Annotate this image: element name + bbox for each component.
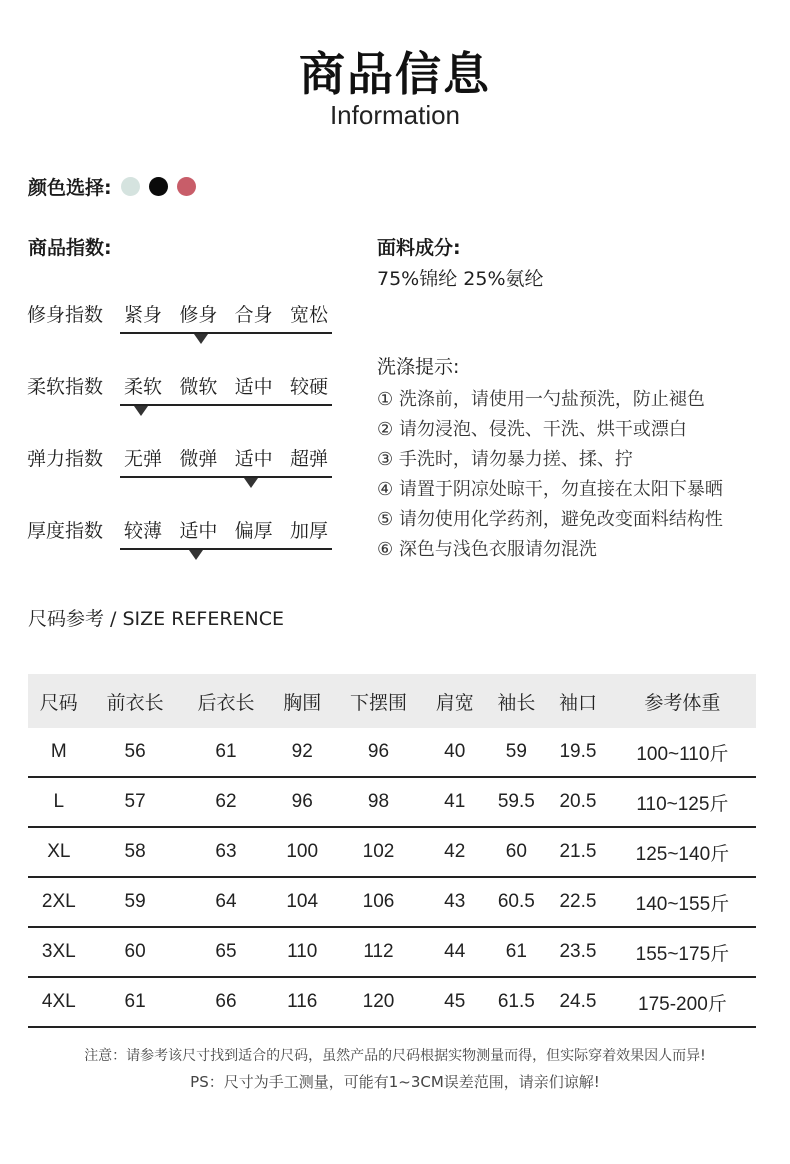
table-cell: 21.5 <box>547 827 609 877</box>
table-header: 前衣长 <box>90 674 181 728</box>
table-row <box>28 827 756 877</box>
color-selection <box>28 173 196 200</box>
table-cell: 41 <box>424 777 486 827</box>
table-cell: 19.5 <box>547 728 609 777</box>
index-marker <box>194 334 208 344</box>
index-option: 紧身 <box>124 304 163 326</box>
index-name: 厚度指数 <box>27 520 104 542</box>
index-name: 修身指数 <box>27 304 104 326</box>
index-option: 较薄 <box>124 520 163 542</box>
color-swatch-black[interactable] <box>149 177 168 196</box>
table-header: 下摆围 <box>333 674 424 728</box>
table-cell: 98 <box>333 777 424 827</box>
size-table <box>28 674 756 1028</box>
table-cell: 116 <box>271 977 333 1027</box>
table-cell: 102 <box>333 827 424 877</box>
table-cell: 24.5 <box>547 977 609 1027</box>
index-option: 适中 <box>234 376 273 398</box>
table-row <box>28 927 756 977</box>
index-row-fit <box>27 300 332 334</box>
index-scale <box>120 300 332 334</box>
table-cell: 62 <box>181 777 272 827</box>
table-row <box>28 877 756 927</box>
care-item: ② 请勿浸泡、侵洗、干洗、烘干或漂白 <box>377 419 687 440</box>
table-row <box>28 777 756 827</box>
table-cell: 59 <box>486 728 548 777</box>
table-cell: L <box>28 777 90 827</box>
index-option: 修身 <box>179 304 218 326</box>
index-marker <box>134 406 148 416</box>
table-cell: 60 <box>486 827 548 877</box>
table-cell: 61 <box>486 927 548 977</box>
table-cell: 43 <box>424 877 486 927</box>
index-option: 较硬 <box>289 376 328 398</box>
table-cell: 44 <box>424 927 486 977</box>
index-option: 适中 <box>179 520 218 542</box>
table-cell: 2XL <box>28 877 90 927</box>
table-cell: 61 <box>181 728 272 777</box>
table-header-row <box>28 674 756 728</box>
table-cell: 96 <box>271 777 333 827</box>
table-header: 尺码 <box>28 674 90 728</box>
table-cell: 175-200斤 <box>609 977 756 1027</box>
care-item: ③ 手洗时，请勿暴力搓、揉、拧 <box>377 449 633 470</box>
index-scale <box>120 444 332 478</box>
table-cell: 45 <box>424 977 486 1027</box>
care-list <box>377 385 723 565</box>
index-option: 无弹 <box>124 448 163 470</box>
fabric-value: 75%锦纶 25%氨纶 <box>377 268 544 290</box>
index-option: 柔软 <box>124 376 163 398</box>
note-line-2: PS：尺寸为手工测量，可能有1~3CM误差范围，请亲们谅解! <box>190 1073 600 1091</box>
note-line-1: 注意：请参考该尺寸找到适合的尺码，虽然产品的尺码根据实物测量而得，但实际穿着效果因人而异! <box>84 1048 706 1064</box>
index-option: 加厚 <box>289 520 328 542</box>
color-label: 颜色选择: <box>28 177 112 199</box>
table-row <box>28 728 756 777</box>
table-cell: 40 <box>424 728 486 777</box>
page-subtitle: Information <box>329 100 461 130</box>
table-header: 袖长 <box>486 674 548 728</box>
table-cell: 155~175斤 <box>609 927 756 977</box>
table-cell: M <box>28 728 90 777</box>
table-cell: 65 <box>181 927 272 977</box>
index-option: 微软 <box>179 376 218 398</box>
index-option: 超弹 <box>289 448 328 470</box>
table-cell: 60 <box>90 927 181 977</box>
index-marker <box>244 478 258 488</box>
size-reference-label: 尺码参考 / SIZE REFERENCE <box>28 608 285 630</box>
table-cell: XL <box>28 827 90 877</box>
index-row-thickness <box>27 516 332 550</box>
table-cell: 110 <box>271 927 333 977</box>
table-header: 肩宽 <box>424 674 486 728</box>
table-cell: 120 <box>333 977 424 1027</box>
table-cell: 42 <box>424 827 486 877</box>
table-cell: 92 <box>271 728 333 777</box>
table-header: 后衣长 <box>181 674 272 728</box>
care-title: 洗涤提示: <box>377 356 460 378</box>
table-header: 胸围 <box>271 674 333 728</box>
index-option: 合身 <box>234 304 273 326</box>
table-header: 袖口 <box>547 674 609 728</box>
table-cell: 61 <box>90 977 181 1027</box>
care-item: ⑥ 深色与浅色衣服请勿混洗 <box>377 539 597 560</box>
care-item: ④ 请置于阴凉处晾干，勿直接在太阳下暴晒 <box>377 479 723 500</box>
table-cell: 63 <box>181 827 272 877</box>
fabric-label: 面料成分: <box>377 237 461 259</box>
table-cell: 106 <box>333 877 424 927</box>
index-name: 柔软指数 <box>27 376 104 398</box>
table-cell: 4XL <box>28 977 90 1027</box>
table-cell: 23.5 <box>547 927 609 977</box>
index-name: 弹力指数 <box>27 448 104 470</box>
table-cell: 56 <box>90 728 181 777</box>
table-cell: 58 <box>90 827 181 877</box>
index-scale <box>120 372 332 406</box>
table-cell: 110~125斤 <box>609 777 756 827</box>
table-cell: 66 <box>181 977 272 1027</box>
table-cell: 96 <box>333 728 424 777</box>
table-cell: 61.5 <box>486 977 548 1027</box>
table-cell: 3XL <box>28 927 90 977</box>
index-option: 宽松 <box>289 304 328 326</box>
color-swatch-rose[interactable] <box>177 177 196 196</box>
table-cell: 125~140斤 <box>609 827 756 877</box>
index-row-softness <box>27 372 332 406</box>
table-row <box>28 977 756 1027</box>
table-cell: 59.5 <box>486 777 548 827</box>
index-option: 适中 <box>234 448 273 470</box>
table-cell: 100 <box>271 827 333 877</box>
indices-label: 商品指数: <box>28 237 112 259</box>
page-title: 商品信息 <box>299 47 491 101</box>
table-cell: 140~155斤 <box>609 877 756 927</box>
table-cell: 100~110斤 <box>609 728 756 777</box>
color-swatch-mint[interactable] <box>121 177 140 196</box>
index-row-elasticity <box>27 444 332 478</box>
care-item: ① 洗涤前，请使用一勺盐预洗，防止褪色 <box>377 389 705 410</box>
table-cell: 22.5 <box>547 877 609 927</box>
table-cell: 20.5 <box>547 777 609 827</box>
index-marker <box>189 550 203 560</box>
table-cell: 60.5 <box>486 877 548 927</box>
table-cell: 104 <box>271 877 333 927</box>
table-cell: 57 <box>90 777 181 827</box>
index-option: 微弹 <box>179 448 218 470</box>
table-cell: 59 <box>90 877 181 927</box>
care-item: ⑤ 请勿使用化学药剂，避免改变面料结构性 <box>377 509 723 530</box>
table-cell: 112 <box>333 927 424 977</box>
table-cell: 64 <box>181 877 272 927</box>
table-header: 参考体重 <box>609 674 756 728</box>
index-option: 偏厚 <box>234 520 273 542</box>
index-scale <box>120 516 332 550</box>
